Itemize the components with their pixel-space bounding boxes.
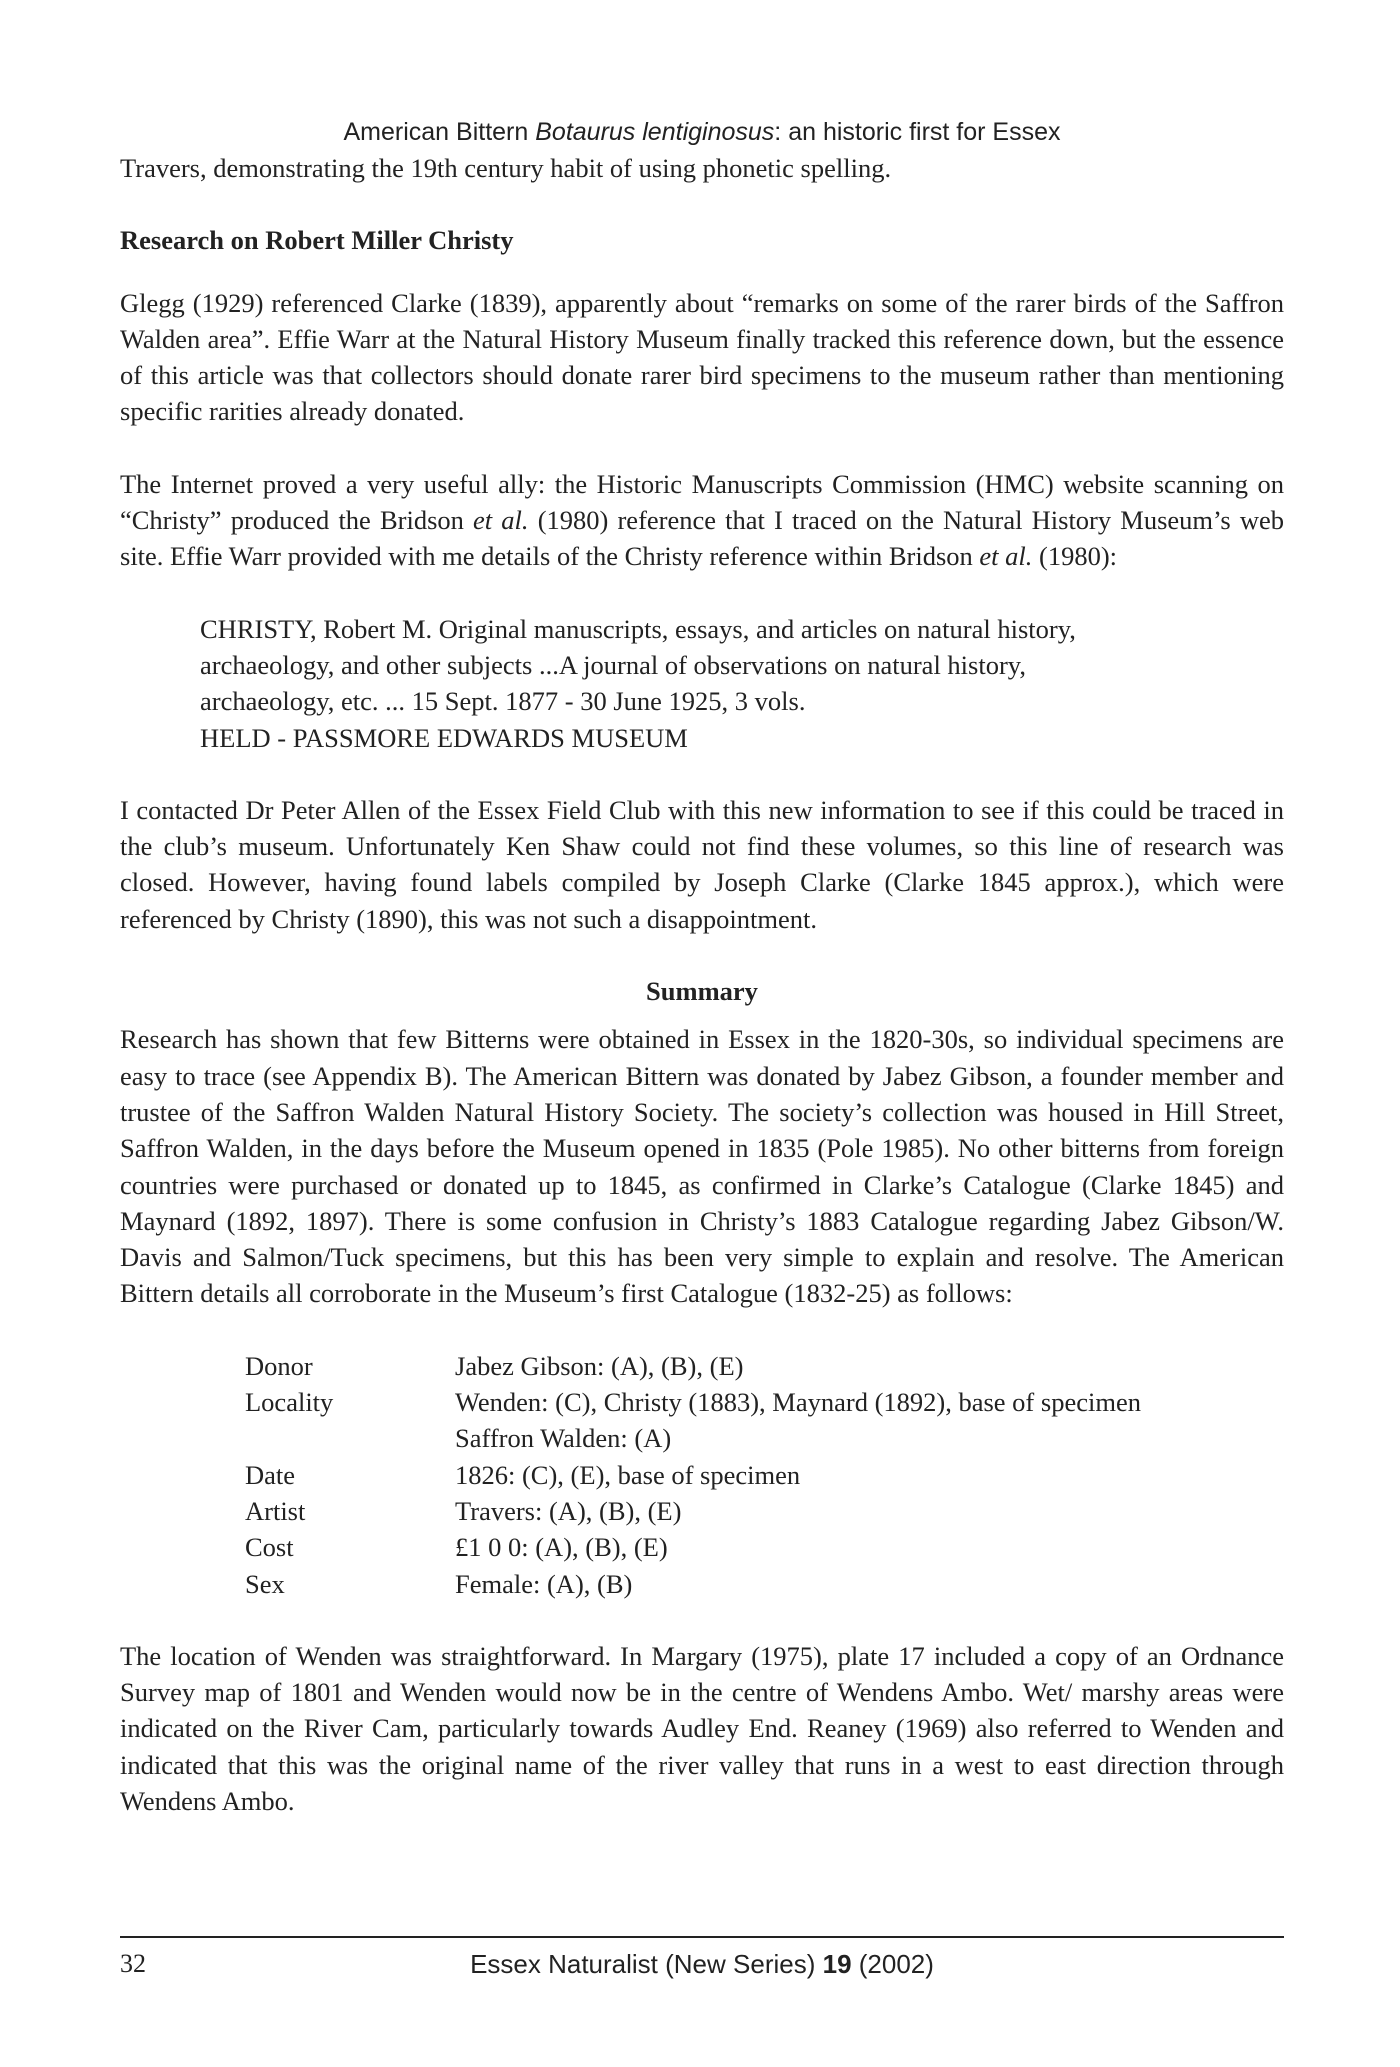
table-row bbox=[245, 1457, 1141, 1493]
page-number: 32 bbox=[120, 1949, 146, 1978]
page bbox=[120, 0, 1284, 2067]
running-head bbox=[120, 117, 1284, 147]
body-text bbox=[120, 150, 1284, 1819]
intro-line: Travers, demonstrating the 19th century habit of using phonetic spelling. bbox=[120, 153, 892, 183]
detail-key: Date bbox=[245, 1459, 296, 1490]
summary-paragraph-2: The location of Wenden was straightforward. In Margary (1975), plate 17 included a copy of an Ordnance Survey map of 1801 and Wenden would now be in the centre of Wendens Ambo. Wet/ marshy areas were indicated on the River Cam, particularly towards Audley End. Reaney (1969) also referred to Wenden and indicated that this was the original name of the river valley that runs in a west to east direction through Wendens Ambo. bbox=[120, 1640, 1284, 1816]
research-p2-c: (1980): bbox=[1032, 541, 1118, 572]
archive-quote bbox=[200, 611, 1284, 756]
table-row bbox=[245, 1566, 1141, 1602]
research-paragraph-3: I contacted Dr Peter Allen of the Essex Field Club with this new information to see if this could be traced in the club’s museum. Unfortunately Ken Shaw could not find these volumes, so this line of research was closed. However, having found labels compiled by Joseph Clarke (Clarke 1845 approx.), which were referenced by Christy (1890), this was not such a disappointment. bbox=[120, 794, 1284, 934]
research-heading: Research on Robert Miller Christy bbox=[120, 225, 514, 256]
table-row bbox=[245, 1348, 1141, 1384]
specimen-details-table bbox=[245, 1348, 1141, 1602]
table-row bbox=[245, 1420, 1141, 1456]
research-p2-etal-2: et al. bbox=[979, 541, 1033, 572]
research-p2-etal-1: et al. bbox=[473, 505, 529, 536]
journal-citation bbox=[120, 1948, 1284, 1980]
detail-key: Donor bbox=[245, 1350, 313, 1381]
journal-year: (2002) bbox=[851, 1949, 934, 1979]
summary-paragraph-1: Research has shown that few Bitterns were obtained in Essex in the 1820-30s, so individual specimens are easy to trace (see Appendix B). The American Bittern was donated by Jabez Gibson, a founder member and trustee of the Saffron Walden Natural History Society. The society’s collection was housed in Hill Street, Saffron Walden, in the days before the Museum opened in 1835 (Pole 1985). No other bitterns from foreign countries were purchased or donated up to 1845, as confirmed in Clarke’s Catalogue (Clarke 1845) and Maynard (1892, 1897). There is some confusion in Christy’s 1883 Catalogue regarding Jabez Gibson/W. Davis and Salmon/Tuck specimens, but this has been very simple to explain and resolve. The American Bittern details all corroborate in the Museum’s first Catalogue (1832-25) as follows: bbox=[120, 1024, 1284, 1309]
research-p2-b: (1980) reference that I traced on the Natural History Museum’s web site. Effie Warr provided with me details of the Christy reference within Bridson bbox=[120, 505, 1284, 572]
running-head-after: : an historic first for Essex bbox=[774, 118, 1061, 146]
quote-line: HELD - PASSMORE EDWARDS MUSEUM bbox=[200, 722, 688, 753]
detail-value: Saffron Walden: (A) bbox=[455, 1423, 672, 1454]
detail-key bbox=[245, 1420, 455, 1456]
detail-key: Locality bbox=[245, 1387, 334, 1418]
running-head-before: American Bittern bbox=[343, 118, 536, 146]
detail-value: Travers: (A), (B), (E) bbox=[455, 1495, 682, 1526]
detail-value: £1 0 0: (A), (B), (E) bbox=[455, 1532, 668, 1563]
research-paragraph-1: Glegg (1929) referenced Clarke (1839), apparently about “remarks on some of the rarer birds of the Saffron Walden area”. Effie Warr at the Natural History Museum finally tracked this reference down, but the essence of this article was that collectors should donate rarer bird specimens to the museum rather than mentioning specific rarities already donated. bbox=[120, 287, 1284, 427]
detail-key: Sex bbox=[245, 1568, 285, 1599]
research-paragraph-2 bbox=[120, 466, 1284, 575]
table-row bbox=[245, 1384, 1141, 1420]
research-p2-a: The Internet proved a very useful ally: the Historic Manuscripts Commission (HMC) website scanning on “Christy” produced the Bridson bbox=[120, 468, 1284, 536]
journal-volume: 19 bbox=[822, 1949, 852, 1979]
journal-name: Essex Naturalist (New Series) bbox=[470, 1949, 823, 1979]
detail-key: Artist bbox=[245, 1495, 306, 1526]
running-head-species: Botaurus lentiginosus bbox=[535, 118, 775, 146]
detail-value: Wenden: (C), Christy (1883), Maynard (1892), base of specimen bbox=[455, 1387, 1141, 1418]
detail-value: Female: (A), (B) bbox=[455, 1568, 633, 1599]
footer-rule bbox=[120, 1936, 1284, 1938]
detail-value: Jabez Gibson: (A), (B), (E) bbox=[455, 1350, 744, 1381]
summary-heading: Summary bbox=[646, 976, 758, 1007]
table-row bbox=[245, 1493, 1141, 1529]
table-row bbox=[245, 1529, 1141, 1565]
detail-value: 1826: (C), (E), base of specimen bbox=[455, 1459, 801, 1490]
quote-line: archaeology, and other subjects ...A journal of observations on natural history, bbox=[200, 649, 1026, 680]
quote-line: CHRISTY, Robert M. Original manuscripts, essays, and articles on natural history, bbox=[200, 613, 1076, 644]
quote-line: archaeology, etc. ... 15 Sept. 1877 - 30 June 1925, 3 vols. bbox=[200, 686, 806, 717]
detail-key: Cost bbox=[245, 1532, 294, 1563]
